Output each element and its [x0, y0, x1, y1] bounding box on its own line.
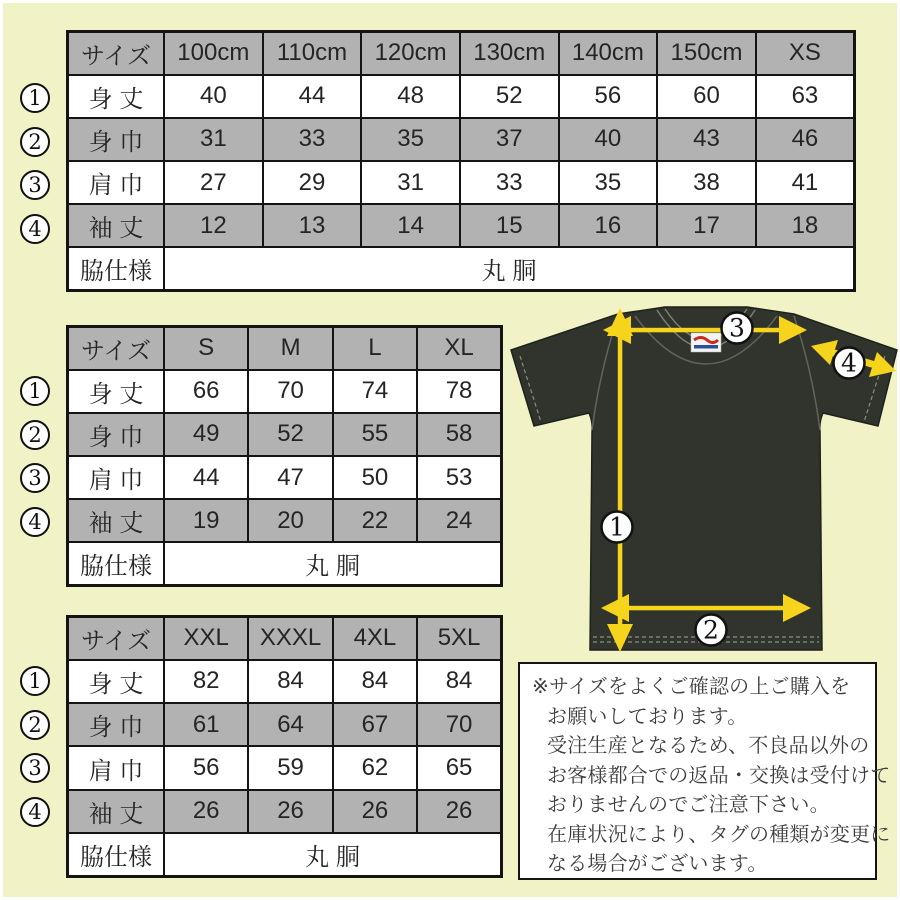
value-cell: 66	[164, 370, 248, 413]
row-label: 身 丈	[68, 370, 165, 413]
value-cell: 55	[333, 413, 417, 456]
table-footer-row	[68, 542, 502, 585]
notice-line: 受注生産となるため、不良品以外の	[547, 735, 870, 757]
header-cell: S	[164, 327, 248, 370]
row-label: 袖 丈	[68, 790, 165, 833]
table-row	[68, 746, 502, 789]
brand-tag	[691, 333, 721, 352]
value-cell: 49	[164, 413, 248, 456]
value-cell: 84	[417, 660, 501, 703]
notice-line: 在庫状況により、タグの種類が変更に	[547, 823, 891, 846]
header-cell: 140cm	[559, 32, 658, 75]
value-cell: 26	[164, 790, 248, 833]
circled-number-2: 2	[20, 710, 50, 740]
value-cell: 62	[333, 746, 417, 789]
value-cell: 84	[333, 660, 417, 703]
circled-number-4: 4	[20, 507, 50, 537]
svg-text:1: 1	[609, 512, 625, 542]
value-cell: 22	[333, 499, 417, 542]
header-cell: 120cm	[361, 32, 460, 75]
table-row	[68, 161, 855, 204]
value-cell: 37	[460, 118, 559, 161]
circled-number-1: 1	[20, 376, 50, 406]
circled-number-1: 1	[20, 83, 50, 113]
header-cell: 100cm	[164, 32, 263, 75]
value-cell: 14	[361, 204, 460, 247]
circled-number-4: 4	[20, 214, 50, 244]
footer-label: 脇仕様	[68, 833, 165, 876]
header-cell: サイズ	[68, 617, 165, 660]
header-cell: サイズ	[68, 327, 165, 370]
value-cell: 58	[417, 413, 501, 456]
purchase-notice-box	[518, 662, 891, 880]
circled-number-3: 3	[20, 170, 50, 200]
value-cell: 53	[417, 456, 501, 499]
value-cell: 13	[263, 204, 362, 247]
value-cell: 61	[164, 703, 248, 746]
value-cell: 31	[164, 118, 263, 161]
value-cell: 26	[333, 790, 417, 833]
value-cell: 65	[417, 746, 501, 789]
value-cell: 74	[333, 370, 417, 413]
svg-text:2: 2	[703, 615, 719, 645]
value-cell: 27	[164, 161, 263, 204]
value-cell: 33	[263, 118, 362, 161]
table-header-row	[68, 32, 855, 75]
row-label: 身 巾	[68, 703, 165, 746]
marker-column-kids	[20, 83, 50, 244]
value-cell: 35	[361, 118, 460, 161]
table-row	[68, 204, 855, 247]
value-cell: 63	[756, 75, 855, 118]
notice-line: ※サイズをよくご確認の上ご購入を	[532, 676, 851, 698]
size-table-plus	[66, 615, 503, 878]
footer-label: 脇仕様	[68, 542, 165, 585]
svg-text:3: 3	[729, 313, 745, 343]
row-label: 身 丈	[68, 660, 165, 703]
header-cell: 110cm	[263, 32, 362, 75]
footer-value: 丸 胴	[164, 833, 502, 876]
table-footer-row	[68, 247, 855, 290]
value-cell: 70	[248, 370, 332, 413]
diagram-marker-1	[602, 512, 633, 543]
row-label: 袖 丈	[68, 204, 165, 247]
footer-value: 丸 胴	[164, 247, 855, 290]
value-cell: 26	[248, 790, 332, 833]
table-row	[68, 499, 502, 542]
table-row	[68, 75, 855, 118]
header-cell: XXXL	[248, 617, 332, 660]
value-cell: 40	[559, 118, 658, 161]
row-label: 身 巾	[68, 413, 165, 456]
notice-line: お願いしております。	[547, 705, 748, 728]
header-cell: 5XL	[417, 617, 501, 660]
header-cell: M	[248, 327, 332, 370]
value-cell: 43	[657, 118, 756, 161]
value-cell: 29	[263, 161, 362, 204]
table-row	[68, 660, 502, 703]
diagram-marker-3	[722, 313, 753, 344]
value-cell: 35	[559, 161, 658, 204]
row-label: 肩 巾	[68, 746, 165, 789]
row-label: 身 巾	[68, 118, 165, 161]
value-cell: 44	[263, 75, 362, 118]
value-cell: 24	[417, 499, 501, 542]
value-cell: 33	[460, 161, 559, 204]
header-cell: XL	[417, 327, 501, 370]
circled-number-3: 3	[20, 463, 50, 493]
header-cell: XXL	[164, 617, 248, 660]
value-cell: 15	[460, 204, 559, 247]
header-cell: 150cm	[657, 32, 756, 75]
footer-value: 丸 胴	[164, 542, 502, 585]
circled-number-2: 2	[20, 127, 50, 157]
value-cell: 20	[248, 499, 332, 542]
notice-line: お客様都合での返品・交換は受付けて	[547, 764, 891, 787]
marker-column-plus	[20, 666, 50, 827]
value-cell: 31	[361, 161, 460, 204]
value-cell: 41	[756, 161, 855, 204]
circled-number-1: 1	[20, 666, 50, 696]
value-cell: 56	[559, 75, 658, 118]
value-cell: 16	[559, 204, 658, 247]
row-label: 肩 巾	[68, 161, 165, 204]
diagram-marker-4	[834, 348, 865, 379]
circled-number-3: 3	[20, 753, 50, 783]
value-cell: 70	[417, 703, 501, 746]
value-cell: 67	[333, 703, 417, 746]
circled-number-2: 2	[20, 420, 50, 450]
table-row	[68, 456, 502, 499]
header-cell: XS	[756, 32, 855, 75]
row-label: 肩 巾	[68, 456, 165, 499]
row-label: 袖 丈	[68, 499, 165, 542]
value-cell: 82	[164, 660, 248, 703]
value-cell: 59	[248, 746, 332, 789]
table-row	[68, 118, 855, 161]
table-row	[68, 370, 502, 413]
value-cell: 38	[657, 161, 756, 204]
diagram-marker-2	[696, 615, 727, 646]
value-cell: 84	[248, 660, 332, 703]
notice-line: おりませんのでご注意下さい。	[547, 794, 830, 816]
circled-number-4: 4	[20, 797, 50, 827]
value-cell: 17	[657, 204, 756, 247]
value-cell: 64	[248, 703, 332, 746]
table-header-row	[68, 327, 502, 370]
size-table-kids	[66, 30, 856, 292]
table-header-row	[68, 617, 502, 660]
table-row	[68, 790, 502, 833]
value-cell: 19	[164, 499, 248, 542]
value-cell: 52	[460, 75, 559, 118]
value-cell: 26	[417, 790, 501, 833]
value-cell: 47	[248, 456, 332, 499]
notice-line: なる場合がございます。	[547, 853, 768, 875]
footer-label: 脇仕様	[68, 247, 165, 290]
value-cell: 46	[756, 118, 855, 161]
svg-text:4: 4	[841, 348, 857, 378]
marker-column-adult	[20, 376, 50, 537]
value-cell: 50	[333, 456, 417, 499]
table-footer-row	[68, 833, 502, 876]
value-cell: 60	[657, 75, 756, 118]
value-cell: 78	[417, 370, 501, 413]
table-row	[68, 703, 502, 746]
table-row	[68, 413, 502, 456]
value-cell: 12	[164, 204, 263, 247]
value-cell: 52	[248, 413, 332, 456]
value-cell: 44	[164, 456, 248, 499]
value-cell: 48	[361, 75, 460, 118]
header-cell: サイズ	[68, 32, 165, 75]
size-table-adult	[66, 325, 503, 587]
header-cell: 130cm	[460, 32, 559, 75]
row-label: 身 丈	[68, 75, 165, 118]
header-cell: L	[333, 327, 417, 370]
header-cell: 4XL	[333, 617, 417, 660]
value-cell: 40	[164, 75, 263, 118]
value-cell: 56	[164, 746, 248, 789]
tshirt-measurement-diagram	[505, 300, 900, 665]
value-cell: 18	[756, 204, 855, 247]
